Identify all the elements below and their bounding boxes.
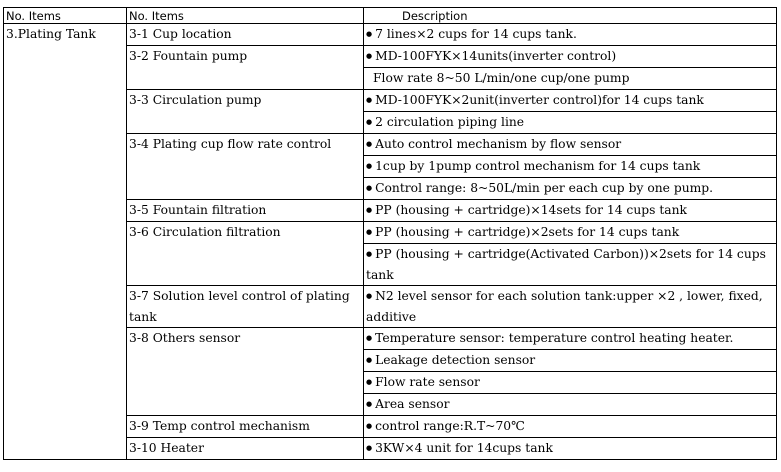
item-cell: 3-9 Temp control mechanism [127,416,364,438]
desc-cell: ● 2 circulation piping line [364,112,777,134]
desc-note-cell: Flow rate 8~50 L/min/one cup/one pump [364,68,777,90]
table-row [4,24,777,46]
desc-cell: ● 1cup by 1pump control mechanism for 14 cups tank [364,156,777,178]
desc-cell: ● Control range: 8~50L/min per each cup by one pump. [364,178,777,200]
desc-cell: ● MD-100FYK×14units(inverter control) [364,46,777,68]
header-no-items-2: No. Items [127,8,364,24]
desc-cell: ● Auto control mechanism by flow sensor [364,134,777,156]
item-cell: 3-1 Cup location [127,24,364,46]
desc-cell: ● 7 lines×2 cups for 14 cups tank. [364,24,777,46]
item-cell: 3-3 Circulation pump [127,90,364,134]
desc-cell: ● MD-100FYK×2unit(inverter control)for 14 cups tank [364,90,777,112]
header-row [4,8,777,24]
desc-cell: ● PP (housing + cartridge)×2sets for 14 cups tank [364,222,777,244]
desc-cell: ● N2 level sensor for each solution tank:upper ×2 , lower, fixed, additive [364,286,777,328]
desc-cell: ● PP (housing + cartridge(Activated Carbon))×2sets for 14 cups tank [364,244,777,286]
spec-table [3,7,777,460]
desc-cell: ● Flow rate sensor [364,372,777,394]
desc-cell: ● Temperature sensor: temperature control heating heater. [364,328,777,350]
item-cell: 3-4 Plating cup flow rate control [127,134,364,200]
desc-cell: ● control range:R.T~70℃ [364,416,777,438]
item-cell: 3-5 Fountain filtration [127,200,364,222]
desc-cell: ● PP (housing + cartridge)×14sets for 14 cups tank [364,200,777,222]
category-cell: 3.Plating Tank [4,24,127,460]
desc-cell: ● Area sensor [364,394,777,416]
desc-cell: ● Leakage detection sensor [364,350,777,372]
item-cell: 3-7 Solution level control of plating tank [127,286,364,328]
item-cell: 3-10 Heater [127,438,364,460]
item-cell: 3-6 Circulation filtration [127,222,364,286]
item-cell: 3-2 Fountain pump [127,46,364,90]
header-no-items-1: No. Items [4,8,127,24]
header-description: Description [364,8,777,24]
item-cell: 3-8 Others sensor [127,328,364,416]
desc-cell: ● 3KW×4 unit for 14cups tank [364,438,777,460]
